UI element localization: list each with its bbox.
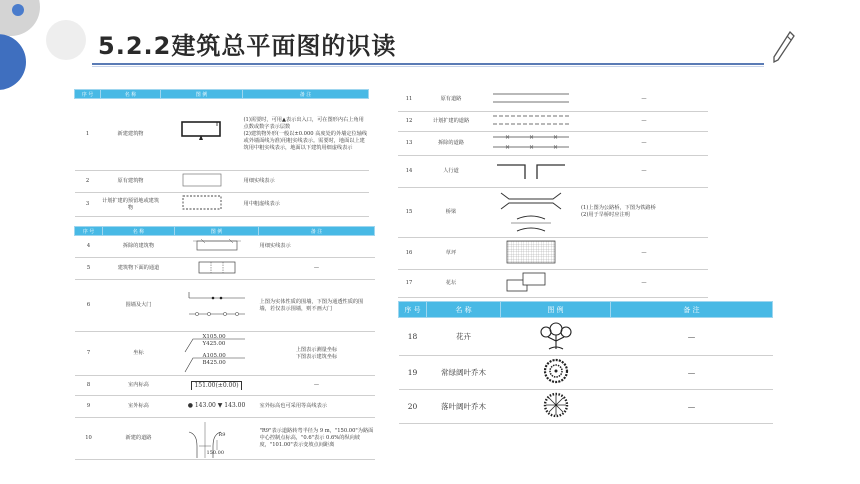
row-note: 用中粗虚线表示 xyxy=(243,193,369,217)
col-header-name: 名 称 xyxy=(101,90,161,99)
row-note: — xyxy=(259,258,375,280)
legend-new-building-icon xyxy=(161,99,243,171)
col-header-note: 备 注 xyxy=(611,302,773,318)
row-note: (1)需要时，可用▲表示出入口，可在图形内右上角用点数或数字表示层数 (2)建筑物外形(一般以±0.000 高度处的外墙定位轴线或外墙面线为准)用粗实线表示。需要时，地面以上建筑用中粗实线表示，地面以下建筑用细虚线表示 xyxy=(243,99,369,171)
legend-planned-road-icon xyxy=(482,111,580,131)
row-number: 18 xyxy=(399,318,427,356)
decor-circle-blue-large xyxy=(0,34,26,90)
svg-text:×: × xyxy=(529,143,535,151)
row-number: 14 xyxy=(398,155,420,187)
title-underline-thin xyxy=(92,66,764,67)
col-header-note: 备 注 xyxy=(243,90,369,99)
svg-text:×: × xyxy=(505,133,511,141)
legend-existing-building-icon xyxy=(161,171,243,193)
decor-circle-blue-small xyxy=(12,4,24,16)
row-name: 拆除的建筑物 xyxy=(103,236,175,258)
table-row xyxy=(398,111,708,131)
legend-table-3 xyxy=(398,89,708,298)
row-number: 16 xyxy=(398,237,420,269)
table-row xyxy=(75,396,375,418)
row-name: 计划扩建的道路 xyxy=(420,111,482,131)
row-name: 室内标高 xyxy=(103,376,175,396)
row-name: 常绿阔叶乔木 xyxy=(427,356,501,390)
row-name: 落叶阔叶乔木 xyxy=(427,390,501,424)
road-elevation-label: 150.00 xyxy=(206,449,224,456)
row-name: 拆除的道路 xyxy=(420,131,482,155)
table-row xyxy=(75,376,375,396)
row-number: 6 xyxy=(75,280,103,332)
svg-text:×: × xyxy=(553,133,559,141)
row-name: 人行道 xyxy=(420,155,482,187)
row-note: 上图为实体性质的围墙，下图为通透性质的围墙，若仅表示围墙，则不画大门 xyxy=(259,280,375,332)
row-number: 1 xyxy=(75,99,101,171)
legend-planned-building-icon xyxy=(161,193,243,217)
coord-y-label: Y425.00 xyxy=(202,340,226,347)
row-name: 新建建筑物 xyxy=(101,99,161,171)
legend-demolished-road-icon xyxy=(482,131,580,155)
row-number: 2 xyxy=(75,171,101,193)
table-row xyxy=(398,89,708,111)
row-number: 10 xyxy=(75,418,103,460)
legend-table-1 xyxy=(74,89,369,217)
row-note: — xyxy=(259,376,375,396)
table-row xyxy=(75,418,375,460)
row-number: 5 xyxy=(75,258,103,280)
table-row xyxy=(75,193,369,217)
row-name: 草坪 xyxy=(420,237,482,269)
coord-b-label: B425.00 xyxy=(202,359,226,366)
svg-text:×: × xyxy=(529,133,535,141)
coord-a-label: A105.00 xyxy=(202,352,226,359)
row-name: 花坛 xyxy=(420,269,482,297)
row-number: 19 xyxy=(399,356,427,390)
legend-outdoor-elevation: ● 143.00 ▼ 143.00 xyxy=(175,396,259,418)
row-note: "R9"表示道路转弯半径为 9 m，"150.00"为路面中心控制点标高，"0.6"表示 0.6%的纵向坡度，"101.00"表示变坡点间距离 xyxy=(259,418,375,460)
legend-passage-icon xyxy=(175,258,259,280)
svg-text:×: × xyxy=(553,143,559,151)
legend-table-4 xyxy=(398,301,773,424)
row-number: 8 xyxy=(75,376,103,396)
row-name: 桥梁 xyxy=(420,187,482,237)
table-row xyxy=(398,237,708,269)
legend-coordinate xyxy=(175,332,259,376)
row-note: — xyxy=(580,269,708,297)
row-note: — xyxy=(611,318,773,356)
table-row xyxy=(75,236,375,258)
col-header-legend: 图 例 xyxy=(501,302,611,318)
table-row xyxy=(75,258,375,280)
row-note: — xyxy=(580,131,708,155)
row-number: 20 xyxy=(399,390,427,424)
row-number: 17 xyxy=(398,269,420,297)
row-name: 原有道路 xyxy=(420,89,482,111)
page-title: 5.2.2建筑总平面图的识读 xyxy=(98,32,397,60)
row-name: 室外标高 xyxy=(103,396,175,418)
table-row xyxy=(399,390,773,424)
table-row xyxy=(398,155,708,187)
row-number: 13 xyxy=(398,131,420,155)
table-row xyxy=(398,131,708,155)
row-note: — xyxy=(580,111,708,131)
row-name: 围墙及大门 xyxy=(103,280,175,332)
row-name: 原有建筑物 xyxy=(101,171,161,193)
row-note: 用细实线表示 xyxy=(243,171,369,193)
row-note: 用细实线表示 xyxy=(259,236,375,258)
row-number: 3 xyxy=(75,193,101,217)
row-number: 7 xyxy=(75,332,103,376)
legend-bridge-icon xyxy=(482,187,580,237)
col-header-no: 序 号 xyxy=(399,302,427,318)
legend-flower-icon xyxy=(501,318,611,356)
row-name: 新建的道路 xyxy=(103,418,175,460)
table-row xyxy=(398,269,708,297)
table-row xyxy=(398,187,708,237)
col-header-legend: 图 例 xyxy=(161,90,243,99)
table-row xyxy=(75,280,375,332)
legend-evergreen-tree-icon xyxy=(501,356,611,390)
pencil-icon xyxy=(770,30,796,66)
row-note: — xyxy=(580,155,708,187)
legend-new-road xyxy=(175,418,259,460)
row-note: 室外标高也可采用等高线表示 xyxy=(259,396,375,418)
table-row xyxy=(399,356,773,390)
row-note: — xyxy=(611,356,773,390)
col-header-no: 序 号 xyxy=(75,90,101,99)
table-row xyxy=(399,318,773,356)
legend-sidewalk-icon xyxy=(482,155,580,187)
row-number: 9 xyxy=(75,396,103,418)
row-name: 花卉 xyxy=(427,318,501,356)
row-number: 4 xyxy=(75,236,103,258)
col-header-note: 备 注 xyxy=(259,227,375,236)
row-number: 12 xyxy=(398,111,420,131)
row-name: 计划扩建的预留地或建筑物 xyxy=(101,193,161,217)
table-row xyxy=(75,171,369,193)
legend-deciduous-tree-icon xyxy=(501,390,611,424)
col-header-name: 名 称 xyxy=(103,227,175,236)
row-name: 建筑物下面的通道 xyxy=(103,258,175,280)
row-note: — xyxy=(611,390,773,424)
decor-circle-light xyxy=(46,20,86,60)
col-header-no: 序 号 xyxy=(75,227,103,236)
col-header-name: 名 称 xyxy=(427,302,501,318)
row-number: 11 xyxy=(398,89,420,111)
row-note: (1)上图为公路桥，下图为铁路桥 (2)用于旱桥时应注明 xyxy=(580,187,708,237)
legend-lawn-icon xyxy=(482,237,580,269)
legend-wall-gate-icon xyxy=(175,280,259,332)
row-name: 坐标 xyxy=(103,332,175,376)
legend-table-2 xyxy=(74,226,375,460)
row-note: — xyxy=(580,237,708,269)
row-number: 15 xyxy=(398,187,420,237)
row-note: 上图表示测量坐标 下图表示建筑坐标 xyxy=(259,332,375,376)
svg-text:×: × xyxy=(505,143,511,151)
col-header-legend: 图 例 xyxy=(175,227,259,236)
legend-indoor-elevation: 151.00(±0.00) xyxy=(175,376,259,396)
legend-demolished-building-icon xyxy=(175,236,259,258)
legend-flowerbed-icon xyxy=(482,269,580,297)
row-note: — xyxy=(580,89,708,111)
table-row xyxy=(75,99,369,171)
coord-x-label: X105.00 xyxy=(202,333,226,340)
road-radius-label: R9 xyxy=(218,431,226,438)
legend-existing-road-icon xyxy=(482,89,580,111)
table-row xyxy=(75,332,375,376)
title-underline xyxy=(92,63,764,65)
